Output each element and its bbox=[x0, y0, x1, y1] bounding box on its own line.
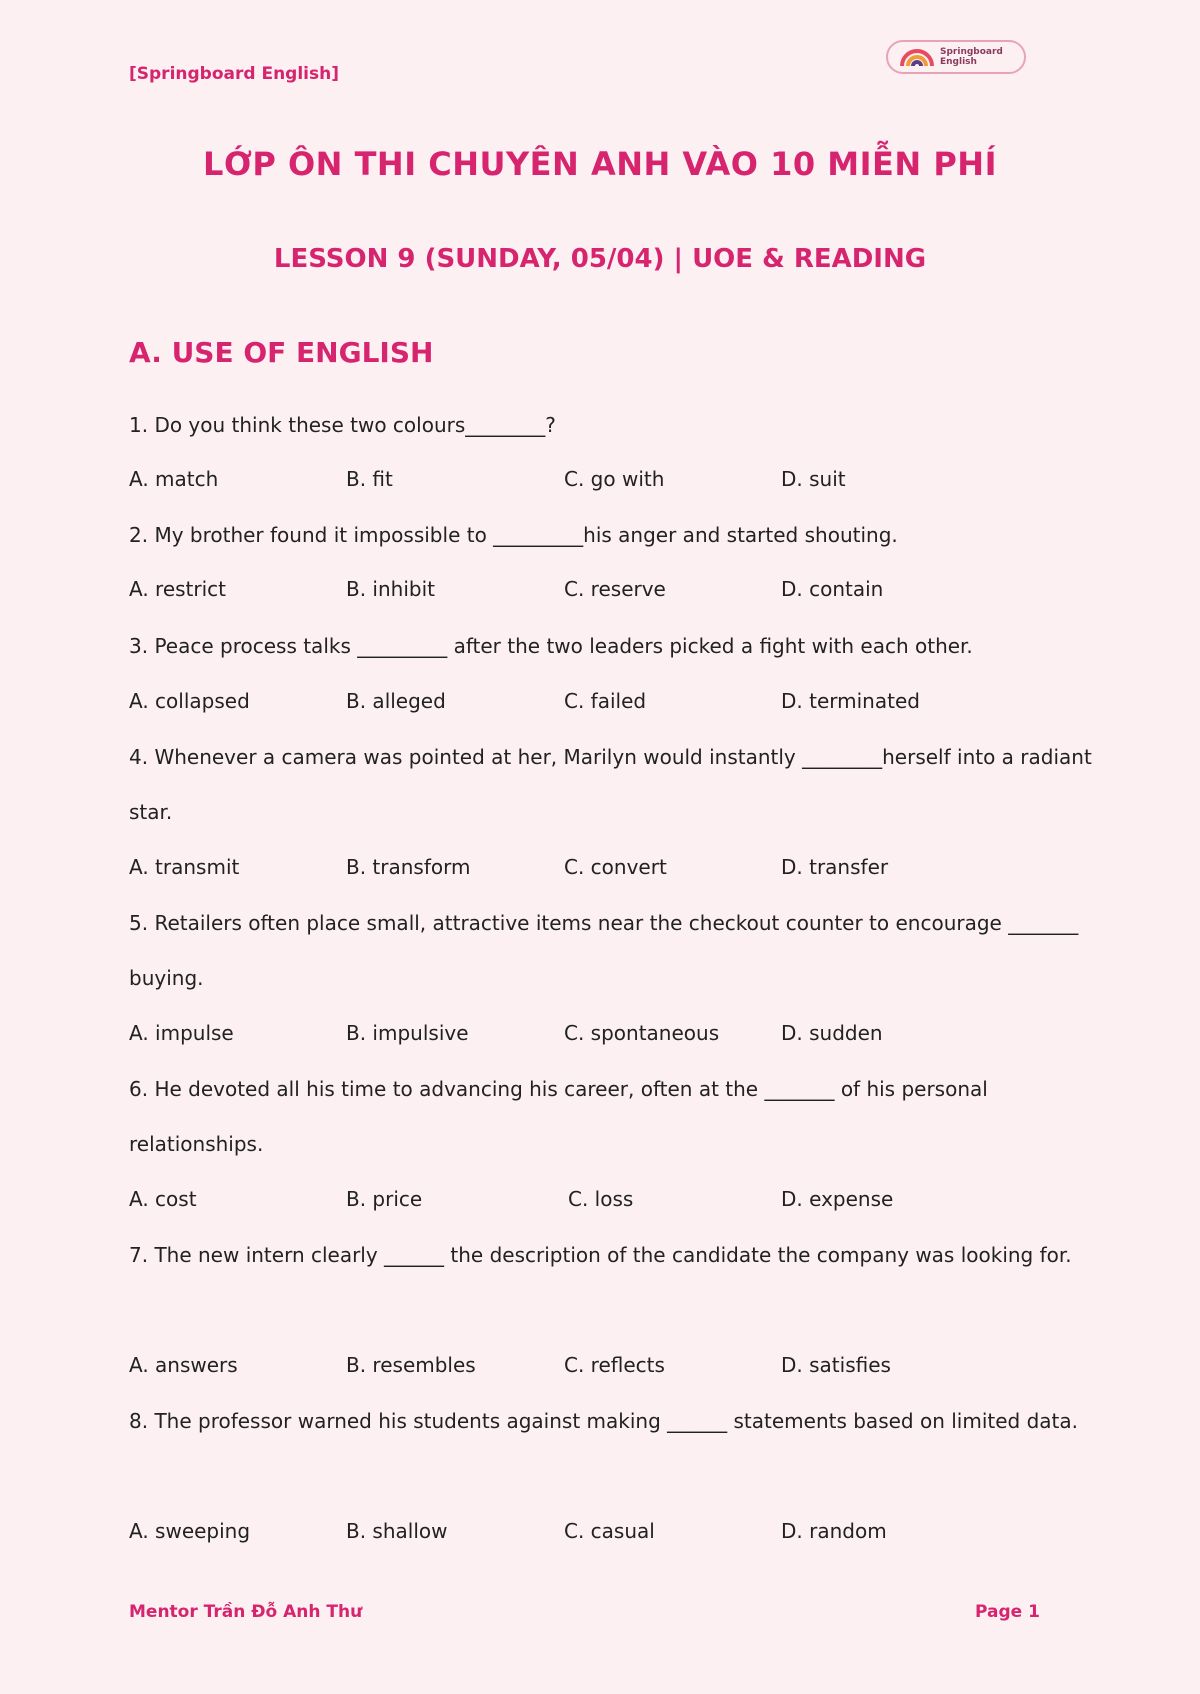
header-brand: [Springboard English] bbox=[129, 64, 339, 84]
q7-option-a: A. answers bbox=[129, 1353, 238, 1377]
question-4: 4. Whenever a camera was pointed at her, Marilyn would instantly ________herself into a radiant star. bbox=[129, 745, 1092, 824]
q3-option-b: B. alleged bbox=[346, 689, 446, 713]
section-title: A. USE OF ENGLISH bbox=[129, 336, 434, 369]
q8-option-a: A. sweeping bbox=[129, 1519, 251, 1543]
q1-option-c: C. go with bbox=[564, 467, 665, 491]
q8-option-d: D. random bbox=[781, 1519, 887, 1543]
question-3: 3. Peace process talks _________ after the two leaders picked a fight with each other. bbox=[129, 634, 973, 658]
q2-option-c: C. reserve bbox=[564, 577, 666, 601]
q5-option-b: B. impulsive bbox=[346, 1021, 469, 1045]
rainbow-logo-icon bbox=[900, 47, 934, 67]
q8-option-b: B. shallow bbox=[346, 1519, 448, 1543]
q1-option-d: D. suit bbox=[781, 467, 846, 491]
q4-option-a: A. transmit bbox=[129, 855, 240, 879]
q4-option-b: B. transform bbox=[346, 855, 471, 879]
q6-option-b: B. price bbox=[346, 1187, 423, 1211]
question-1: 1. Do you think these two colours________? bbox=[129, 413, 556, 437]
question-5: 5. Retailers often place small, attractive items near the checkout counter to encourage _______ buying. bbox=[129, 911, 1079, 990]
q3-option-c: C. failed bbox=[564, 689, 647, 713]
q7-option-d: D. satisfies bbox=[781, 1353, 891, 1377]
footer-mentor: Mentor Trần Đỗ Anh Thư bbox=[129, 1602, 363, 1622]
footer-page-number: Page 1 bbox=[975, 1602, 1040, 1622]
q2-option-a: A. restrict bbox=[129, 577, 227, 601]
logo-text-line1: Springboard bbox=[940, 47, 1003, 57]
q6-option-d: D. expense bbox=[781, 1187, 894, 1211]
q8-option-c: C. casual bbox=[564, 1519, 655, 1543]
q1-option-b: B. fit bbox=[346, 467, 393, 491]
q4-option-c: C. convert bbox=[564, 855, 667, 879]
q2-option-b: B. inhibit bbox=[346, 577, 435, 601]
page-title: LỚP ÔN THI CHUYÊN ANH VÀO 10 MIỄN PHÍ bbox=[203, 145, 997, 183]
q6-option-c: C. loss bbox=[568, 1187, 634, 1211]
q3-option-a: A. collapsed bbox=[129, 689, 250, 713]
question-2: 2. My brother found it impossible to _________his anger and started shouting. bbox=[129, 523, 898, 547]
question-8: 8. The professor warned his students against making ______ statements based on limited data. bbox=[129, 1409, 1078, 1433]
lesson-subtitle: LESSON 9 (SUNDAY, 05/04) | UOE & READING bbox=[273, 244, 927, 274]
logo-text-line2: English bbox=[940, 57, 977, 67]
q4-option-d: D. transfer bbox=[781, 855, 889, 879]
question-7: 7. The new intern clearly ______ the description of the candidate the company was looking for. bbox=[129, 1243, 1072, 1267]
q1-option-a: A. match bbox=[129, 467, 219, 491]
q7-option-b: B. resembles bbox=[346, 1353, 476, 1377]
question-6: 6. He devoted all his time to advancing his career, often at the _______ of his personal relationships. bbox=[129, 1077, 988, 1156]
q2-option-d: D. contain bbox=[781, 577, 884, 601]
q5-option-a: A. impulse bbox=[129, 1021, 234, 1045]
q6-option-a: A. cost bbox=[129, 1187, 197, 1211]
springboard-logo bbox=[886, 40, 1026, 74]
q3-option-d: D. terminated bbox=[781, 689, 920, 713]
q5-option-d: D. sudden bbox=[781, 1021, 883, 1045]
q7-option-c: C. reflects bbox=[564, 1353, 665, 1377]
q5-option-c: C. spontaneous bbox=[564, 1021, 720, 1045]
